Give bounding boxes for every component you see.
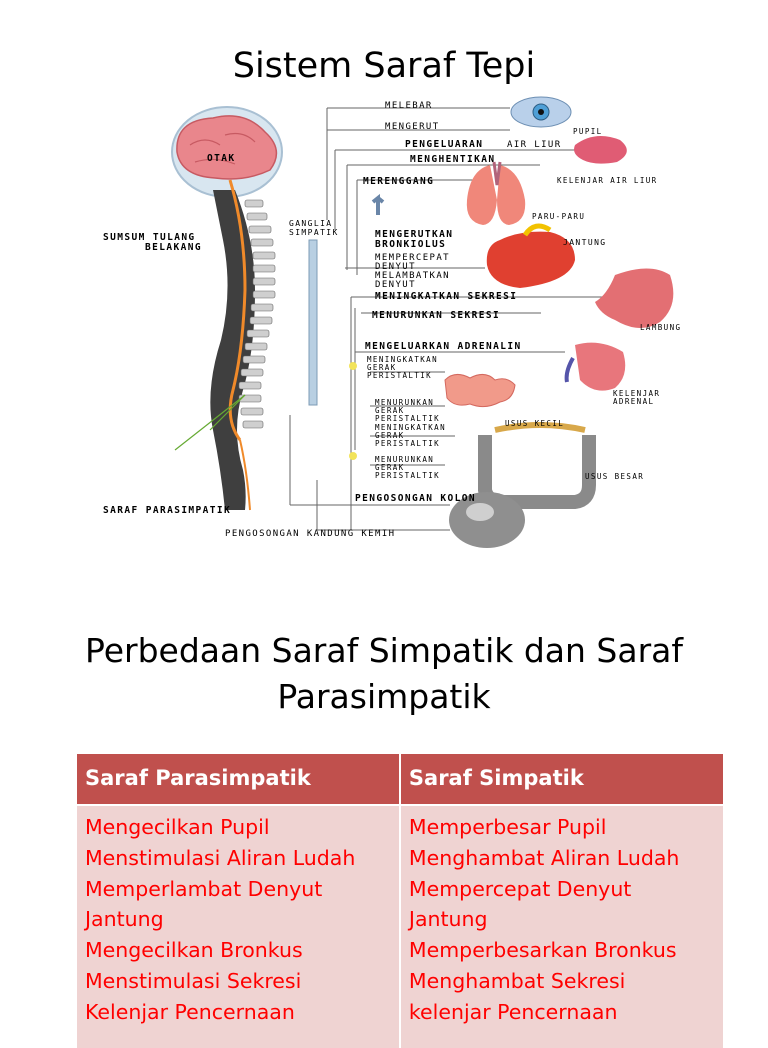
label-mgk1-2: GERAK — [367, 363, 397, 372]
label-mengeluarkan-adrenalin: MENGELUARKAN ADRENALIN — [365, 341, 522, 352]
label-mgk2-2: GERAK — [375, 431, 405, 440]
label-sumsum-1: SUMSUM TULANG — [103, 232, 196, 243]
label-mgk1-1: MENINGKATKAN — [367, 355, 438, 364]
cell-parasimpatik — [77, 805, 400, 1048]
label-lambung: LAMBUNG — [640, 323, 682, 332]
label-usus-besar: USUS BESAR — [585, 472, 645, 481]
stomach-organ — [595, 269, 673, 329]
ganglion-dots — [349, 362, 357, 460]
label-mgk1-3: PERISTALTIK — [367, 371, 433, 380]
label-mnr1-3: PERISTALTIK — [375, 414, 441, 423]
list-item: Kelenjar Pencernaan — [85, 999, 295, 1024]
label-melebar: MELEBAR — [385, 101, 433, 111]
label-mnr2-1: MENURUNKAN — [375, 455, 435, 464]
label-pengosongan-kolon: PENGOSONGAN KOLON — [355, 493, 477, 504]
header-parasimpatik: Saraf Parasimpatik — [77, 754, 400, 805]
salivary-gland-organ — [574, 136, 627, 164]
label-ganglia-1: GANGLIA — [289, 219, 333, 228]
label-sumsum-2: BELAKANG — [145, 242, 202, 253]
list-item: Memperbesarkan Bronkus — [408, 938, 677, 963]
page-title: Sistem Saraf Tepi — [232, 46, 536, 86]
label-pengeluaran: PENGELUARAN — [405, 139, 484, 150]
list-item: kelenjar Pencernaan — [408, 999, 618, 1024]
comparison-table — [77, 754, 723, 1048]
label-mempercepat-1: MEMPERCEPAT — [375, 253, 451, 263]
large-intestine-organ — [485, 435, 589, 502]
label-menurunkan-sekresi: MENURUNKAN SEKRESI — [372, 310, 501, 321]
label-pupil: PUPIL — [573, 127, 603, 136]
small-intestine-organ — [445, 374, 515, 406]
label-mempercepat-2: DENYUT — [375, 262, 416, 272]
list-item: Menghambat Aliran Ludah — [408, 845, 680, 870]
list-item: Memperbesar Pupil — [408, 815, 607, 839]
list-item: Memperlambat Denyut — [85, 876, 323, 901]
section-title — [0, 628, 768, 720]
list-item: Menstimulasi Sekresi — [85, 968, 302, 993]
list-item: Mengecilkan Pupil — [85, 815, 270, 839]
label-saraf-parasimpatik: SARAF PARASIMPATIK — [103, 505, 232, 516]
ganglia-chain — [309, 240, 317, 405]
list-item: Mempercepat Denyut — [408, 876, 632, 901]
label-mnr1-1: MENURUNKAN — [375, 398, 435, 407]
label-mnr2-3: PERISTALTIK — [375, 471, 441, 480]
label-kelenjar-adrenal-2: ADRENAL — [613, 397, 655, 406]
lung-left — [467, 165, 497, 225]
label-kelenjar-air-liur: KELENJAR AIR LIUR — [557, 176, 658, 185]
lung-right — [497, 165, 525, 225]
otak-label: OTAK — [207, 153, 236, 164]
label-paru-paru: PARU-PARU — [532, 212, 586, 221]
adrenal-organ — [575, 343, 625, 391]
table-header-row — [77, 754, 723, 805]
label-mgk2-1: MENINGKATKAN — [375, 423, 446, 432]
merenggang-arrow — [373, 198, 383, 215]
label-melambatkan-1: MELAMBATKAN — [375, 271, 451, 281]
header-simpatik: Saraf Simpatik — [400, 754, 723, 805]
list-item: Jantung — [408, 907, 488, 932]
label-meningkatkan-sekresi: MENINGKATKAN SEKRESI — [375, 291, 518, 302]
label-melambatkan-2: DENYUT — [375, 280, 416, 290]
label-jantung: JANTUNG — [563, 238, 607, 247]
list-item: Mengecilkan Bronkus — [85, 938, 303, 963]
list-item: Menstimulasi Aliran Ludah — [85, 845, 356, 870]
label-merenggang: MERENGGANG — [363, 176, 435, 187]
cell-simpatik — [400, 805, 723, 1048]
label-mnr1-2: GERAK — [375, 406, 405, 415]
table-row — [77, 805, 723, 1048]
label-kelenjar-adrenal-1: KELENJAR — [613, 389, 661, 398]
label-menghentikan: MENGHENTIKAN — [410, 154, 496, 165]
label-mengerutkan-1: MENGERUTKAN — [375, 229, 454, 240]
section-title-line-2: Parasimpatik — [277, 677, 491, 716]
label-air-liur: AIR LIUR — [507, 140, 562, 150]
section-title-line-1: Perbedaan Saraf Simpatik dan Saraf — [85, 631, 683, 670]
list-item: Jantung — [85, 907, 164, 932]
label-mengerutkan-2: BRONKIOLUS — [375, 239, 447, 250]
label-mgk2-3: PERISTALTIK — [375, 439, 441, 448]
label-mengerut: MENGERUT — [385, 122, 440, 132]
list-item: Menghambat Sekresi — [408, 968, 626, 993]
label-pengosongan-kandung: PENGOSONGAN KANDUNG KEMIH — [225, 529, 396, 539]
label-mnr2-2: GERAK — [375, 463, 405, 472]
label-usus-kecil: USUS KECIL — [505, 419, 565, 428]
label-ganglia-2: SIMPATIK — [289, 228, 339, 237]
heart-organ — [487, 232, 575, 288]
nervous-system-diagram — [95, 90, 695, 550]
